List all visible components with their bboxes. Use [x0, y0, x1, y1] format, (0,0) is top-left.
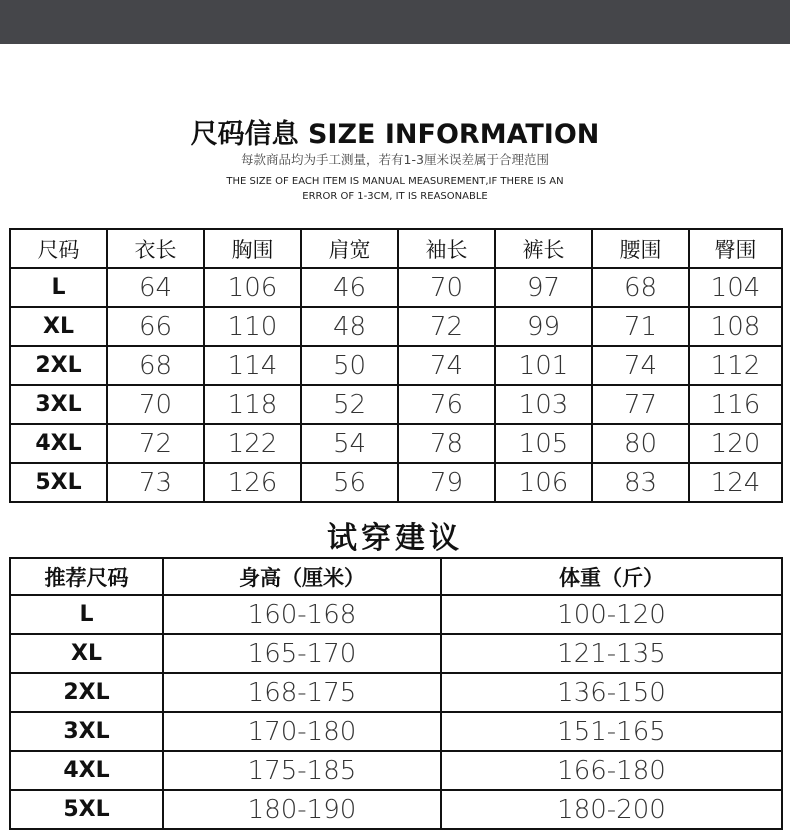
size-cell: 3XL — [10, 712, 163, 751]
value-cell: 54 — [301, 424, 398, 463]
height-range-cell: 180-190 — [163, 790, 441, 829]
header-shoulder: 肩宽 — [301, 229, 398, 268]
size-cell: 2XL — [10, 673, 163, 712]
height-range-cell: 160-168 — [163, 595, 441, 634]
size-cell: XL — [10, 634, 163, 673]
value-cell: 116 — [689, 385, 782, 424]
header-hip: 臀围 — [689, 229, 782, 268]
weight-range-cell: 136-150 — [441, 673, 782, 712]
header-length: 衣长 — [107, 229, 204, 268]
value-cell: 126 — [204, 463, 301, 502]
fitting-advice-title: 试穿建议 — [327, 521, 463, 556]
height-range-cell: 175-185 — [163, 751, 441, 790]
subtitle-chinese: 每款商品均为手工测量，若有1-3厘米误差属于合理范围 — [241, 152, 549, 167]
table-row — [10, 346, 782, 385]
value-cell: 66 — [107, 307, 204, 346]
size-cell: 4XL — [10, 424, 107, 463]
value-cell: 74 — [592, 346, 689, 385]
header-sleeve: 袖长 — [398, 229, 495, 268]
value-cell: 99 — [495, 307, 592, 346]
value-cell: 118 — [204, 385, 301, 424]
value-cell: 80 — [592, 424, 689, 463]
value-cell: 64 — [107, 268, 204, 307]
value-cell: 83 — [592, 463, 689, 502]
value-cell: 70 — [107, 385, 204, 424]
advice-table-header-row — [10, 558, 782, 595]
header-height: 身高（厘米） — [163, 558, 441, 595]
value-cell: 104 — [689, 268, 782, 307]
subtitle-english-line-1: THE SIZE OF EACH ITEM IS MANUAL MEASUREMENT,IF THERE IS AN — [226, 176, 564, 187]
value-cell: 112 — [689, 346, 782, 385]
table-row — [10, 634, 782, 673]
header-waist: 腰围 — [592, 229, 689, 268]
size-cell: L — [10, 268, 107, 307]
value-cell: 52 — [301, 385, 398, 424]
value-cell: 73 — [107, 463, 204, 502]
header-recommended-size: 推荐尺码 — [10, 558, 163, 595]
weight-range-cell: 180-200 — [441, 790, 782, 829]
value-cell: 68 — [592, 268, 689, 307]
value-cell: 71 — [592, 307, 689, 346]
subtitle-english — [0, 174, 790, 204]
table-row — [10, 268, 782, 307]
table-row — [10, 751, 782, 790]
value-cell: 101 — [495, 346, 592, 385]
size-cell: 2XL — [10, 346, 107, 385]
table-row — [10, 673, 782, 712]
value-cell: 106 — [204, 268, 301, 307]
table-row — [10, 385, 782, 424]
height-range-cell: 168-175 — [163, 673, 441, 712]
table-row — [10, 595, 782, 634]
size-chart-table — [9, 228, 783, 503]
value-cell: 124 — [689, 463, 782, 502]
header-chest: 胸围 — [204, 229, 301, 268]
value-cell: 108 — [689, 307, 782, 346]
value-cell: 105 — [495, 424, 592, 463]
value-cell: 106 — [495, 463, 592, 502]
header-weight: 体重（斤） — [441, 558, 782, 595]
value-cell: 103 — [495, 385, 592, 424]
weight-range-cell: 166-180 — [441, 751, 782, 790]
value-cell: 110 — [204, 307, 301, 346]
value-cell: 114 — [204, 346, 301, 385]
size-cell: L — [10, 595, 163, 634]
size-cell: 4XL — [10, 751, 163, 790]
height-range-cell: 170-180 — [163, 712, 441, 751]
table-row — [10, 424, 782, 463]
value-cell: 122 — [204, 424, 301, 463]
value-cell: 68 — [107, 346, 204, 385]
value-cell: 72 — [107, 424, 204, 463]
table-row — [10, 463, 782, 502]
value-cell: 79 — [398, 463, 495, 502]
value-cell: 70 — [398, 268, 495, 307]
value-cell: 72 — [398, 307, 495, 346]
value-cell: 78 — [398, 424, 495, 463]
value-cell: 76 — [398, 385, 495, 424]
top-banner-bar — [0, 0, 790, 44]
table-row — [10, 307, 782, 346]
value-cell: 120 — [689, 424, 782, 463]
value-cell: 74 — [398, 346, 495, 385]
value-cell: 56 — [301, 463, 398, 502]
header-pants-length: 裤长 — [495, 229, 592, 268]
size-table-header-row — [10, 229, 782, 268]
header-size: 尺码 — [10, 229, 107, 268]
page-title: 尺码信息 SIZE INFORMATION — [190, 119, 600, 150]
value-cell: 97 — [495, 268, 592, 307]
weight-range-cell: 151-165 — [441, 712, 782, 751]
table-row — [10, 712, 782, 751]
size-cell: XL — [10, 307, 107, 346]
table-row — [10, 790, 782, 829]
value-cell: 50 — [301, 346, 398, 385]
value-cell: 46 — [301, 268, 398, 307]
weight-range-cell: 121-135 — [441, 634, 782, 673]
weight-range-cell: 100-120 — [441, 595, 782, 634]
value-cell: 48 — [301, 307, 398, 346]
size-cell: 5XL — [10, 790, 163, 829]
size-cell: 3XL — [10, 385, 107, 424]
value-cell: 77 — [592, 385, 689, 424]
height-range-cell: 165-170 — [163, 634, 441, 673]
fitting-advice-table — [9, 557, 783, 830]
subtitle-english-line-2: ERROR OF 1-3CM, IT IS REASONABLE — [302, 191, 488, 202]
size-cell: 5XL — [10, 463, 107, 502]
